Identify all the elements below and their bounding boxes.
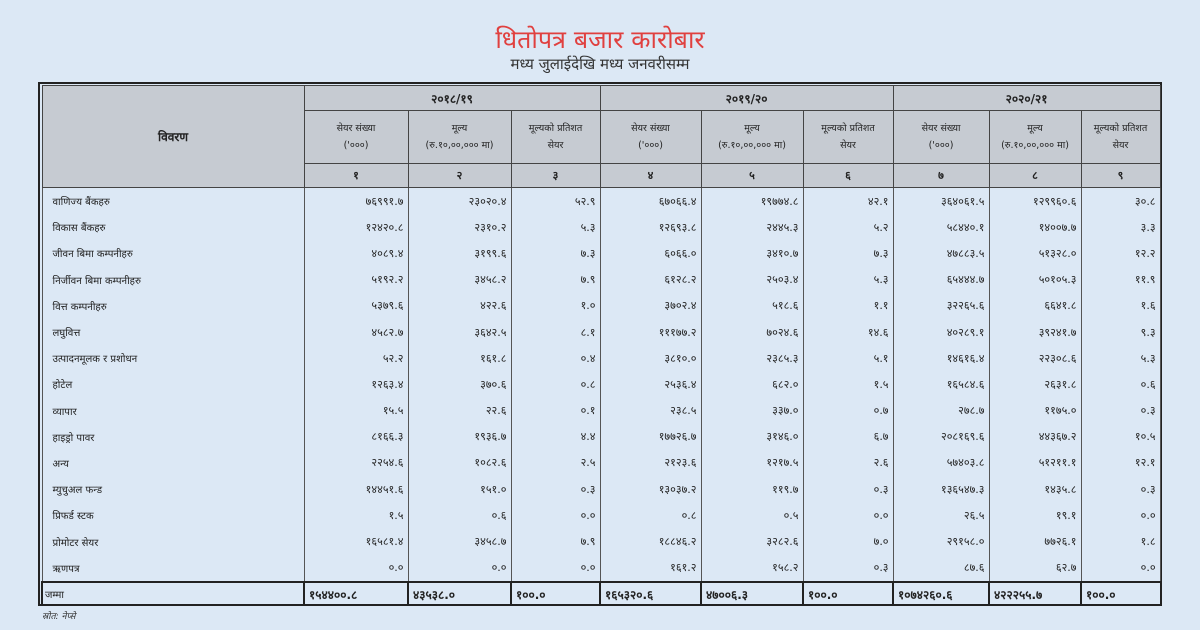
table-cell: १९३६.७ [408,424,511,450]
table-cell: ०.३ [1081,398,1160,424]
column-header-line: मूल्यको प्रतिशत [821,123,875,134]
row-label: वाणिज्य बैंकहरु [42,188,304,215]
table-cell: ४५८२.७ [304,319,408,345]
table-cell: २०८१६९.६ [893,424,989,450]
table-row [42,502,1160,528]
row-label: वित्त कम्पनीहरु [42,293,304,319]
table-cell: ४४३६७.२ [989,424,1081,450]
table-row [42,476,1160,502]
table-cell: २.५ [511,450,600,476]
table-cell: १९७७४.८ [701,188,803,215]
total-cell: १००.० [803,582,893,606]
row-label: हाइड्रो पावर [42,424,304,450]
column-header [511,111,600,164]
table-cell: ७७२६.१ [989,528,1081,554]
table-cell: ०.४ [511,345,600,371]
table-row [42,293,1160,319]
table-cell: ७.३ [511,240,600,266]
table-cell: ०.० [1081,555,1160,582]
table-cell: ४.४ [511,424,600,450]
total-cell: ४७००६.३ [701,582,803,606]
table-row [42,528,1160,554]
table-cell: ६०६६.० [600,240,701,266]
table-cell: २३८.५ [600,398,701,424]
table-cell: १.६ [1081,293,1160,319]
table-cell: २२.६ [408,398,511,424]
table-cell: १२६३.४ [304,371,408,397]
table-cell: ५१२११.१ [989,450,1081,476]
table-row [42,214,1160,240]
column-header-unit: सेयर [547,140,564,151]
total-cell: १६५३२०.६ [600,582,701,606]
year-header-row [42,86,1160,111]
table-cell: ३४५८.७ [408,528,511,554]
table-cell: १.५ [803,371,893,397]
column-header-line: मूल्यको प्रतिशत [1093,123,1148,134]
row-label: लघुवित्त [42,319,304,345]
column-number: ७ [893,164,989,188]
total-row [42,582,1160,606]
row-label: विकास बैंकहरु [42,214,304,240]
table-cell: १.१ [803,293,893,319]
table-cell: ०.५ [701,502,803,528]
table-cell: ४२.१ [803,188,893,215]
table-cell: २६.५ [893,502,989,528]
table-cell: १६५८१.४ [304,528,408,554]
source-note: स्रोत: नेप्से [42,612,76,622]
table-cell: ०.६ [1081,371,1160,397]
total-cell: ४२२२५५.७ [989,582,1081,606]
column-header-unit: सेयर [1112,140,1129,151]
column-header-unit: (रु.१०,००,००० मा) [718,140,786,151]
column-header [989,111,1081,164]
table-row [42,267,1160,293]
year-header: २०१८/१९ [304,86,600,111]
table-cell: ४७८८३.५ [893,240,989,266]
table-cell: ६१२८.२ [600,267,701,293]
table-cell: ३०.८ [1081,188,1160,215]
table-row [42,424,1160,450]
table-cell: १५१.० [408,476,511,502]
table-cell: ६७०६६.४ [600,188,701,215]
table-cell: ८७.६ [893,555,989,582]
label-column-header: विवरण [42,86,304,188]
year-header: २०१९/२० [600,86,893,111]
table-cell: ४०२८९.१ [893,319,989,345]
table-cell: १४६१६.४ [893,345,989,371]
column-header [1081,111,1160,164]
column-header [304,111,408,164]
column-number: १ [304,164,408,188]
total-cell: १०७४२६०.६ [893,582,989,606]
table-cell: १५.५ [304,398,408,424]
total-label: जम्मा [42,582,304,606]
table-cell: ५.२ [803,214,893,240]
table-cell: ७०२४.६ [701,319,803,345]
table-cell: १७७२६.७ [600,424,701,450]
table-cell: १८८४६.२ [600,528,701,554]
table-cell: ३२२६५.६ [893,293,989,319]
row-label: अन्य [42,450,304,476]
table-cell: २५३६.४ [600,371,701,397]
table-cell: ०.७ [803,398,893,424]
table-cell: १२४२०.८ [304,214,408,240]
row-label: व्यापार [42,398,304,424]
table-cell: ४०८९.४ [304,240,408,266]
column-number: ८ [989,164,1081,188]
table-cell: ७.० [803,528,893,554]
table-cell: २.६ [803,450,893,476]
table-cell: ११७५.० [989,398,1081,424]
table-cell: १४४५१.६ [304,476,408,502]
table-cell: ९.३ [1081,319,1160,345]
table-cell: २७८.७ [893,398,989,424]
table-cell: १०.५ [1081,424,1160,450]
table-cell: ५३७९.६ [304,293,408,319]
column-header-line: सेयर संख्या [921,123,961,134]
table-cell: ०.६ [408,502,511,528]
total-cell: १००.० [1081,582,1160,606]
table-cell: १२६९३.८ [600,214,701,240]
table-cell: ५२.२ [304,345,408,371]
table-cell: ३८१०.० [600,345,701,371]
column-header-unit: (रु.१०,००,००० मा) [1001,140,1069,151]
row-label: ऋणपत्र [42,555,304,582]
column-header-unit: ('०००) [928,140,954,151]
table-cell: १३०३७.२ [600,476,701,502]
table-cell: २३०२०.४ [408,188,511,215]
column-header-unit: सेयर [840,140,856,151]
row-label: प्रिफर्ड स्टक [42,502,304,528]
row-label: जीवन बिमा कम्पनीहरु [42,240,304,266]
table-cell: १६१.२ [600,555,701,582]
table-cell: २४४५.३ [701,214,803,240]
table-cell: ०.१ [511,398,600,424]
table-cell: ०.० [803,502,893,528]
table-cell: ०.० [511,555,600,582]
table-cell: ०.० [511,502,600,528]
table-cell: १५८.२ [701,555,803,582]
table-cell: २५०३.४ [701,267,803,293]
table-cell: २३१०.२ [408,214,511,240]
column-header [803,111,893,164]
table-body [42,188,1160,582]
table-cell: १२१७.५ [701,450,803,476]
column-header-unit: ('०००) [638,140,663,151]
table-cell: ५८४४०.१ [893,214,989,240]
table-cell: ५१८.६ [701,293,803,319]
table-cell: २६३१.८ [989,371,1081,397]
table-cell: ५७४०३.८ [893,450,989,476]
column-number: ६ [803,164,893,188]
table-cell: ०.८ [511,371,600,397]
table-cell: ०.० [304,555,408,582]
column-header-line: मूल्य [1027,123,1043,134]
row-label: निर्जीवन बिमा कम्पनीहरु [42,267,304,293]
table-cell: १६५८४.६ [893,371,989,397]
table-cell: ३६४२.५ [408,319,511,345]
data-table [41,85,1161,606]
column-header-unit: (रु.१०,००,००० मा) [425,140,494,151]
column-header-line: मूल्य [451,123,468,134]
page-subtitle: मध्य जुलाईदेखि मध्य जनवरीसम्म [510,55,690,73]
column-header-line: मूल्यको प्रतिशत [528,123,583,134]
table-cell: ०.३ [1081,476,1160,502]
year-header: २०२०/२१ [893,86,1160,111]
table-cell: ५.३ [511,214,600,240]
table-cell: ८.१ [511,319,600,345]
column-number: ५ [701,164,803,188]
table-cell: ०.३ [511,476,600,502]
table-cell: ३.३ [1081,214,1160,240]
table-cell: ७.३ [803,240,893,266]
table-cell: ५.३ [803,267,893,293]
column-header-line: मूल्य [744,123,760,134]
table-cell: ५१३२८.० [989,240,1081,266]
table-cell: १.५ [304,502,408,528]
table-cell: ०.० [1081,502,1160,528]
table-cell: ०.८ [600,502,701,528]
column-number: ३ [511,164,600,188]
table-cell: ११९.७ [701,476,803,502]
table-cell: ३९२४१.७ [989,319,1081,345]
table-cell: ५२.९ [511,188,600,215]
table-row [42,555,1160,582]
table-cell: ३३७.० [701,398,803,424]
table-cell: ३७०.६ [408,371,511,397]
table-cell: ६८२.० [701,371,803,397]
table-cell: १४००७.७ [989,214,1081,240]
table-row [42,319,1160,345]
table-cell: ३६४०६१.५ [893,188,989,215]
column-number: २ [408,164,511,188]
column-header [893,111,989,164]
table-cell: ३१४६.० [701,424,803,450]
data-table-frame [38,82,1162,606]
table-cell: ३४१०.७ [701,240,803,266]
table-row [42,398,1160,424]
table-cell: ०.० [408,555,511,582]
table-cell: २९१५८.० [893,528,989,554]
table-cell: ३७०२.४ [600,293,701,319]
table-cell: ६५४४४.७ [893,267,989,293]
column-number: ९ [1081,164,1160,188]
table-cell: ५०१०५.३ [989,267,1081,293]
table-cell: २१२३.६ [600,450,701,476]
table-cell: ३४५८.२ [408,267,511,293]
table-cell: १.० [511,293,600,319]
column-number: ४ [600,164,701,188]
table-cell: १.८ [1081,528,1160,554]
table-cell: ६२.७ [989,555,1081,582]
table-cell: १०८२.६ [408,450,511,476]
table-cell: ५१९२.२ [304,267,408,293]
total-cell: ४३५३८.० [408,582,511,606]
column-header-unit: ('०००) [343,140,369,151]
table-cell: ३१९९.६ [408,240,511,266]
table-cell: १२.१ [1081,450,1160,476]
table-row [42,240,1160,266]
table-cell: ७.९ [511,528,600,554]
table-cell: १२९९६०.६ [989,188,1081,215]
table-cell: ६६४१.८ [989,293,1081,319]
page-title: धितोपत्र बजार कारोबार [495,25,705,54]
table-cell: २३८५.३ [701,345,803,371]
table-cell: १६१.८ [408,345,511,371]
row-label: प्रोमोटर सेयर [42,528,304,554]
table-cell: १९.१ [989,502,1081,528]
table-cell: ७.९ [511,267,600,293]
column-header [701,111,803,164]
table-row [42,371,1160,397]
table-cell: २२५४.६ [304,450,408,476]
table-cell: १११७७.२ [600,319,701,345]
total-cell: १५४४००.८ [304,582,408,606]
table-cell: ०.३ [803,476,893,502]
table-cell: ४२२.६ [408,293,511,319]
column-header [408,111,511,164]
table-cell: १३६५४७.३ [893,476,989,502]
table-cell: ७६९९१.७ [304,188,408,215]
table-cell: ८१६६.३ [304,424,408,450]
table-cell: ६.७ [803,424,893,450]
table-row [42,188,1160,215]
table-row [42,450,1160,476]
column-header [600,111,701,164]
column-header-line: सेयर संख्या [336,123,376,134]
total-cell: १००.० [511,582,600,606]
table-cell: १२.२ [1081,240,1160,266]
row-label: म्युचुअल फन्ड [42,476,304,502]
table-cell: १४३५.८ [989,476,1081,502]
row-label: होटेल [42,371,304,397]
table-cell: ०.३ [803,555,893,582]
row-label: उत्पादनमूलक र प्रशोधन [42,345,304,371]
table-cell: ११.९ [1081,267,1160,293]
table-cell: ५.३ [1081,345,1160,371]
column-header-line: सेयर संख्या [631,123,670,134]
table-cell: २२३०८.६ [989,345,1081,371]
table-cell: ५.१ [803,345,893,371]
table-row [42,345,1160,371]
table-cell: ३२८२.६ [701,528,803,554]
table-cell: १४.६ [803,319,893,345]
